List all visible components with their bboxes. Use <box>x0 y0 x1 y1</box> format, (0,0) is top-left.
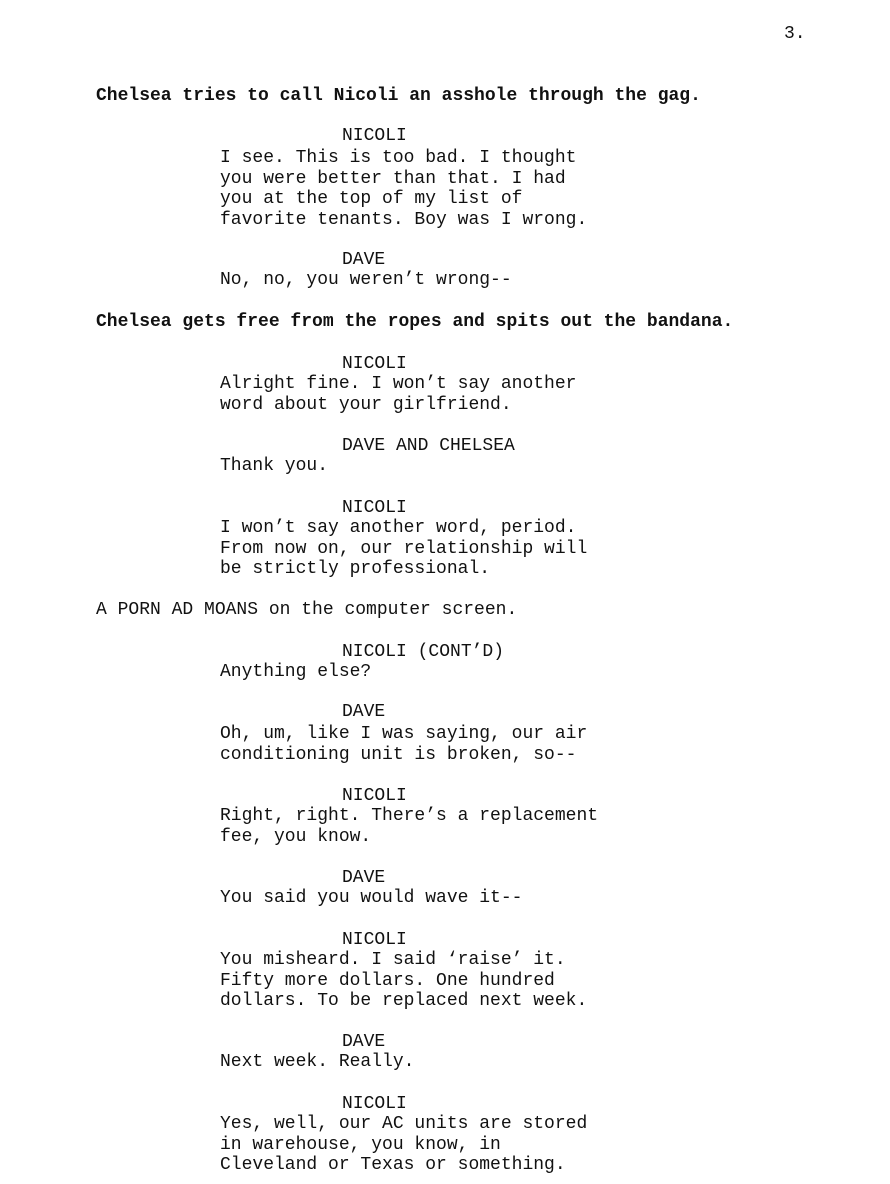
dialogue-line: you were better than that. I had <box>220 168 566 189</box>
dialogue-line: fee, you know. <box>220 826 372 847</box>
dialogue-line: From now on, our relationship will <box>220 538 588 559</box>
character-cue: NICOLI (CONT’D) <box>342 642 505 662</box>
dialogue-line: conditioning unit is broken, so-- <box>220 744 577 765</box>
dialogue-line: Cleveland or Texas or something. <box>220 1155 566 1175</box>
character-cue: DAVE <box>342 1032 386 1052</box>
dialogue-line: dollars. To be replaced next week. <box>220 991 588 1011</box>
character-cue: NICOLI <box>342 126 407 146</box>
character-cue: NICOLI <box>342 786 407 806</box>
character-cue: DAVE AND CHELSEA <box>342 436 515 456</box>
dialogue-line: I see. This is too bad. I thought <box>220 148 577 168</box>
dialogue-block <box>220 724 680 765</box>
dialogue-line: Next week. Really. <box>220 1052 415 1072</box>
dialogue-line: Thank you. <box>220 456 329 476</box>
dialogue-line: No, no, you weren’t wrong-- <box>220 270 512 290</box>
dialogue-block <box>220 1052 680 1073</box>
dialogue-line: Anything else? <box>220 662 372 682</box>
dialogue-line: you at the top of my list of <box>220 189 523 209</box>
dialogue-block <box>220 1114 680 1176</box>
dialogue-line: You said you would wave it-- <box>220 888 523 908</box>
dialogue-block <box>220 888 680 909</box>
dialogue-block <box>220 518 680 580</box>
dialogue-line: word about your girlfriend. <box>220 394 512 415</box>
dialogue-line: Right, right. There’s a replacement <box>220 806 599 826</box>
action-line: Chelsea gets free from the ropes and spits out the bandana. <box>96 312 734 332</box>
dialogue-line: Oh, um, like I was saying, our air <box>220 724 588 744</box>
dialogue-block <box>220 456 680 477</box>
dialogue-block <box>220 270 680 291</box>
page-number: 3. <box>784 24 806 44</box>
dialogue-line: favorite tenants. Boy was I wrong. <box>220 209 588 230</box>
character-cue: DAVE <box>342 702 386 722</box>
dialogue-line: I won’t say another word, period. <box>220 518 577 538</box>
dialogue-block <box>220 374 680 415</box>
dialogue-line: Yes, well, our AC units are stored <box>220 1114 588 1134</box>
action-line: Chelsea tries to call Nicoli an asshole through the gag. <box>96 86 701 106</box>
dialogue-block <box>220 806 680 847</box>
dialogue-block <box>220 662 680 683</box>
character-cue: NICOLI <box>342 354 407 374</box>
dialogue-line: Fifty more dollars. One hundred <box>220 970 555 991</box>
character-cue: NICOLI <box>342 498 407 518</box>
dialogue-line: be strictly professional. <box>220 559 491 579</box>
dialogue-block <box>220 148 680 230</box>
character-cue: DAVE <box>342 250 386 270</box>
character-cue: NICOLI <box>342 1094 407 1114</box>
dialogue-block <box>220 950 680 1012</box>
dialogue-line: Alright fine. I won’t say another <box>220 374 577 394</box>
action-line: A PORN AD MOANS on the computer screen. <box>96 600 518 620</box>
character-cue: DAVE <box>342 868 386 888</box>
character-cue: NICOLI <box>342 930 407 950</box>
dialogue-line: You misheard. I said ‘raise’ it. <box>220 950 566 970</box>
dialogue-line: in warehouse, you know, in <box>220 1134 501 1155</box>
